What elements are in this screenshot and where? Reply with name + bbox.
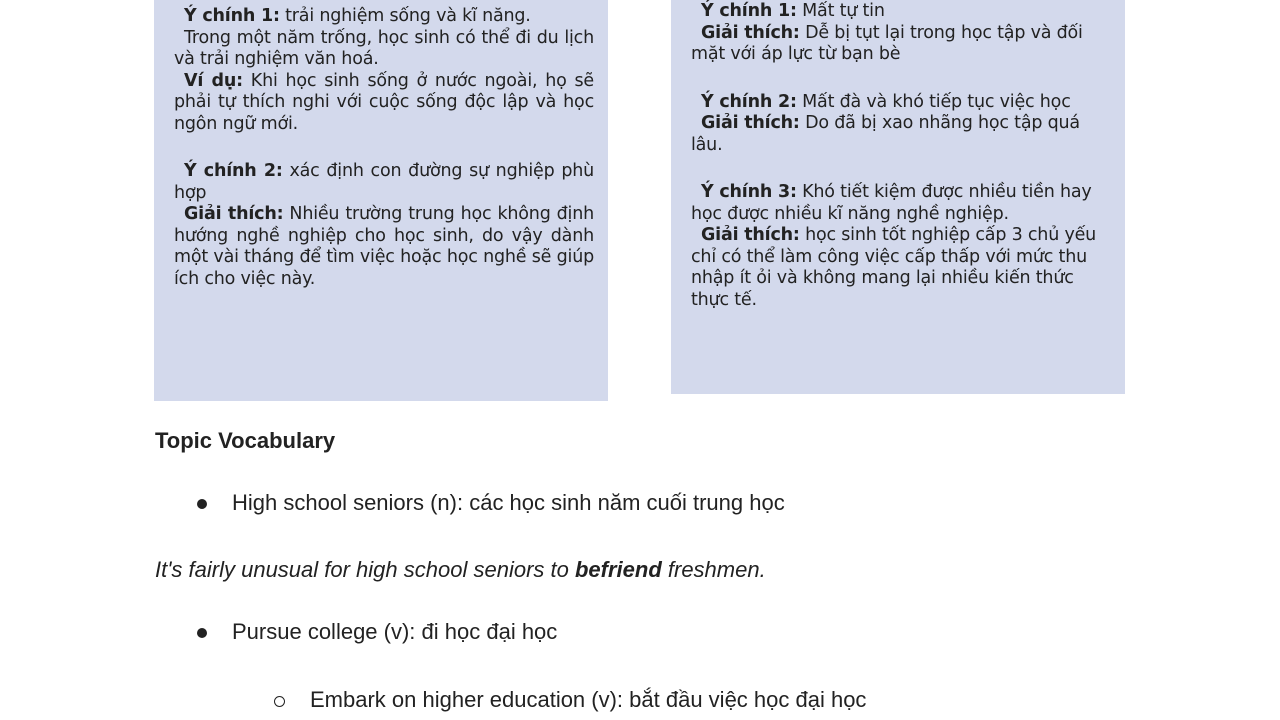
vocab-example-sentence bbox=[155, 557, 766, 583]
idea-1-line bbox=[701, 1, 1111, 23]
idea-1-line bbox=[184, 6, 594, 28]
idea-1-text: Mất tự tin bbox=[796, 1, 885, 21]
idea-3-text: Khó tiết kiệm được nhiều tiền hay học được nhiều kĩ năng nghề nghiệp. bbox=[691, 182, 1092, 224]
explanation-2-text: Do đã bị xao nhãng học tập quá lâu. bbox=[691, 113, 1080, 155]
idea-2-text: Mất đà và khó tiếp tục việc học bbox=[796, 91, 1071, 112]
example-label: Ví dụ: bbox=[184, 70, 243, 91]
idea-1-label: Ý chính 1: bbox=[184, 6, 280, 26]
example-pre: It's fairly unusual for high school seniors to bbox=[155, 557, 575, 582]
explanation-2-paragraph bbox=[691, 113, 1111, 156]
bullet-circle-icon bbox=[274, 696, 285, 707]
vocab-item-1: High school seniors (n): các học sinh năm cuối trung học bbox=[232, 490, 785, 515]
example-paragraph bbox=[174, 71, 594, 136]
explanation-1-paragraph bbox=[691, 23, 1111, 66]
explanation-2-label: Giải thích: bbox=[701, 113, 800, 133]
idea-1-label: Ý chính 1: bbox=[701, 1, 797, 21]
example-text: Khi học sinh sống ở nước ngoài, họ sẽ phải tự thích nghi với cuộc sống độc lập và học ngôn ngữ mới. bbox=[174, 70, 594, 134]
example-bold-word: befriend bbox=[574, 557, 662, 582]
bullet-dot-icon bbox=[197, 628, 207, 638]
idea-2-line bbox=[701, 92, 1111, 114]
bullet-dot-icon bbox=[197, 499, 207, 509]
idea-2-line bbox=[174, 161, 594, 204]
explanation-paragraph bbox=[174, 204, 594, 290]
explanation-label: Giải thích: bbox=[184, 204, 284, 224]
idea-1-text: trải nghiệm sống và kĩ năng. bbox=[279, 6, 531, 26]
vocab-subitem-1: Embark on higher education (v): bắt đầu việc học đại học bbox=[310, 687, 867, 712]
explanation-1-label: Giải thích: bbox=[701, 22, 800, 43]
idea-2-text: xác định con đường sự nghiệp phù hợp bbox=[174, 161, 595, 203]
idea-2-label: Ý chính 2: bbox=[701, 91, 797, 112]
topic-vocabulary-heading: Topic Vocabulary bbox=[155, 428, 336, 453]
explanation-3-label: Giải thích: bbox=[701, 225, 800, 245]
advantages-box bbox=[154, 0, 608, 401]
explanation-3-paragraph bbox=[691, 225, 1111, 311]
vocab-item-2: Pursue college (v): đi học đại học bbox=[232, 619, 558, 644]
spacer bbox=[174, 135, 594, 161]
explanation-3-text: học sinh tốt nghiệp cấp 3 chủ yếu chỉ có thể làm công việc cấp thấp với mức thu nhập ít ỏi và không mang lại nhiều kiến thức thực tế. bbox=[691, 225, 1097, 310]
idea-2-label: Ý chính 2: bbox=[184, 161, 283, 181]
spacer bbox=[691, 66, 1111, 92]
example-post: freshmen. bbox=[661, 557, 766, 582]
idea-3-label: Ý chính 3: bbox=[701, 182, 797, 202]
idea-1-body: Trong một năm trống, học sinh có thể đi du lịch và trải nghiệm văn hoá. bbox=[174, 27, 594, 69]
explanation-1-text: Dễ bị tụt lại trong học tập và đối mặt với áp lực từ bạn bè bbox=[691, 22, 1083, 64]
idea-3-paragraph bbox=[691, 182, 1111, 225]
explanation-text: Nhiều trường trung học không định hướng nghề nghiệp cho học sinh, do vậy dành một vài tháng để tìm việc hoặc học nghề sẽ giúp ích cho việc này. bbox=[174, 204, 594, 289]
spacer bbox=[691, 156, 1111, 182]
disadvantages-box bbox=[671, 0, 1125, 394]
